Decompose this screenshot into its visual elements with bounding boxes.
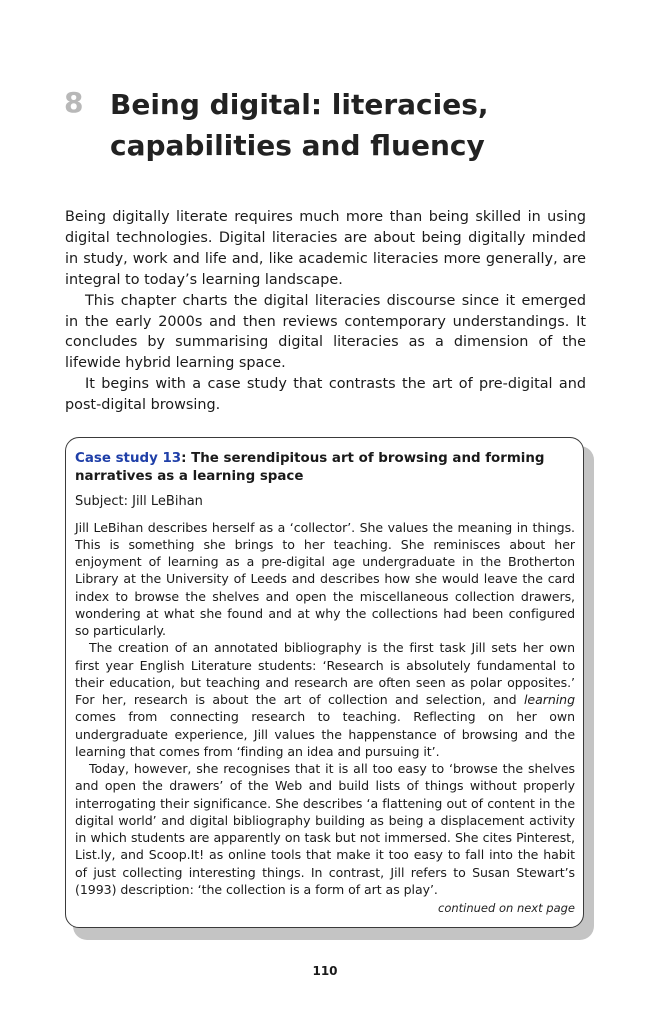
emphasis-text: learning — [523, 692, 575, 708]
case-study-heading — [75, 450, 575, 486]
case-study-separator: : — [181, 451, 187, 466]
case-study-box — [65, 437, 584, 928]
case-study-paragraph: Jill LeBihan describes herself as a ‘collector’. She values the meaning in things. This is something she brings to her teaching. She reminisces about her enjoyment of learning as a pre-digital age undergraduate in the Brotherton Library at the University of Leeds and describes how she would leave the card index to browse the shelves and open the miscellaneous collection drawers, wondering at what she found and at why the collections had been configured so particularly. — [75, 519, 575, 639]
case-study-subject: Subject: Jill LeBihan — [75, 493, 203, 509]
paragraph-text: The creation of an annotated bibliography is the first task Jill sets her own first year English Literature students: ‘Research is absolutely fundamental to their education, but teaching and research are often seen as polar opposites.’ For her, research is about the art of collection and selection, and — [75, 640, 575, 708]
case-study-body — [75, 519, 575, 899]
paragraph-text: comes from connecting research to teaching. Reflecting on her own undergraduate experience, Jill values the happenstance of browsing and the learning that comes from ‘finding an idea and pursuing it’. — [75, 709, 575, 759]
intro-paragraph: This chapter charts the digital literacies discourse since it emerged in the early 2000s and then reviews contemporary understandings. It concludes by summarising digital literacies as a dimension of the lifewide hybrid learning space. — [65, 292, 586, 372]
case-study-label: Case study 13 — [75, 451, 182, 466]
case-study-paragraph: Today, however, she recognises that it is all too easy to ‘browse the shelves and open the drawers’ of the Web and build lists of things without properly interrogating their significance. She describes ‘a flattening out of content in the digital world’ and digital bibliography building as being a displacement activity in which students are apparently on task but not immersed. She cites Pinterest, List.ly, and Scoop.It! as online tools that make it too easy to fall into the habit of just collecting interesting things. In contrast, Jill refers to Susan Stewart’s (1993) description: ‘the collection is a form of art as play’. — [75, 761, 575, 897]
chapter-number: 8 — [64, 86, 84, 119]
case-study-title: The serendipitous art of browsing and forming narratives as a learning space — [75, 451, 545, 484]
case-study-paragraph — [75, 639, 575, 760]
intro-paragraph: Being digitally literate requires much more than being skilled in using digital technologies. Digital literacies are about being digitally minded in study, work and life and, like academic literacies more generally, are integral to today’s learning landscape. — [65, 209, 586, 288]
intro-text — [65, 207, 586, 416]
intro-paragraph: It begins with a case study that contrasts the art of pre-digital and post-digital browsing. — [65, 376, 586, 414]
chapter-heading — [64, 84, 604, 166]
continued-note: continued on next page — [438, 901, 575, 915]
chapter-title: Being digital: literacies, capabilities and fluency — [110, 88, 489, 162]
page-number: 110 — [312, 964, 338, 978]
